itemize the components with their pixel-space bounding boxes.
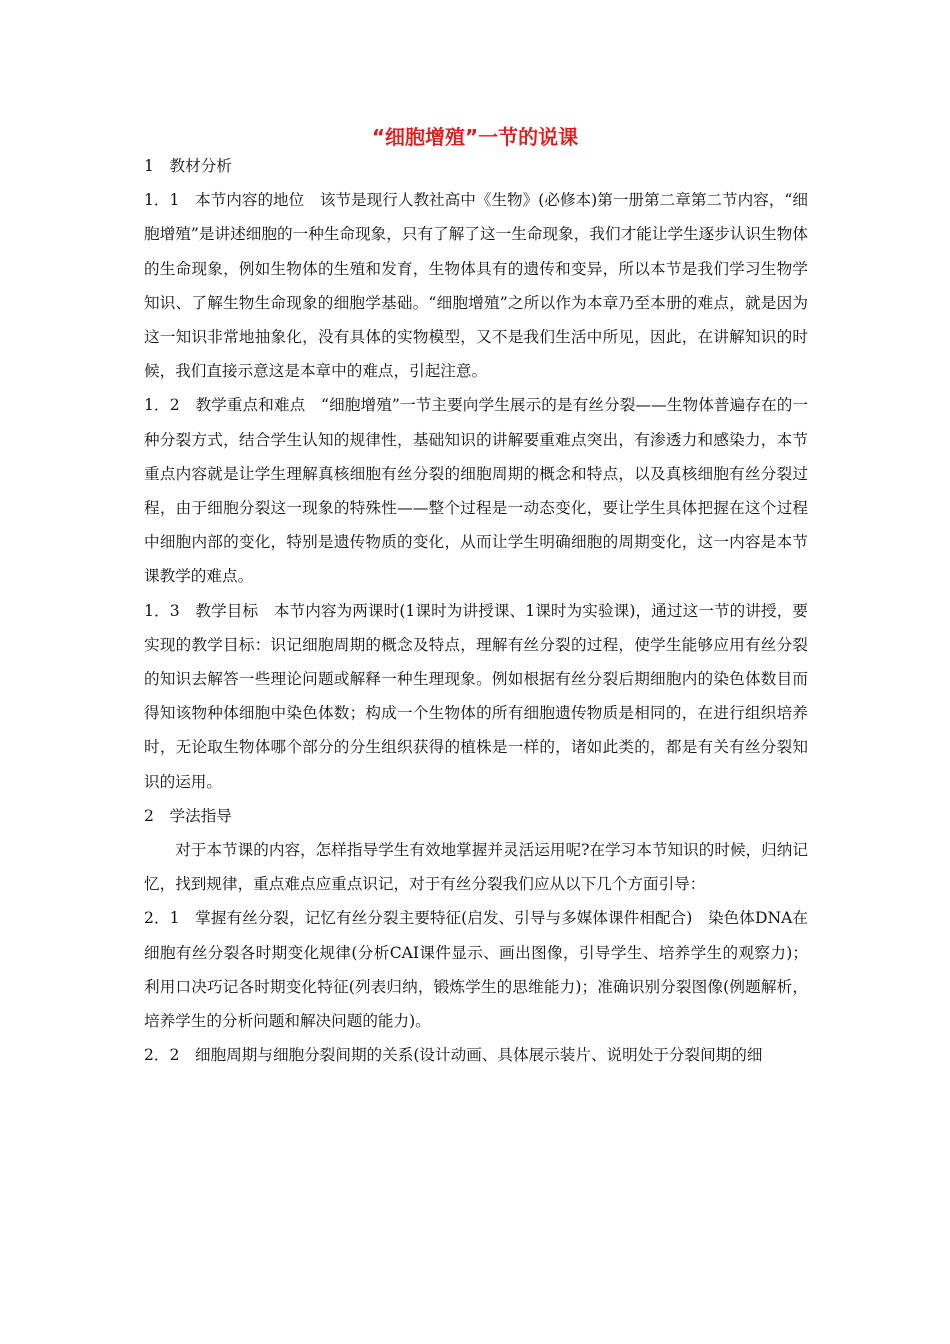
- document-title: “细胞增殖”一节的说课: [371, 125, 579, 149]
- section-heading-2: 2 学法指导: [144, 806, 232, 825]
- paragraph-2-1: 2．1 掌握有丝分裂，记忆有丝分裂主要特征(启发、引导与多媒体课件相配合) 染色体DNA在细胞有丝分裂各时期变化规律(分析CAI课件显示、画出图像，引导学生、培养学生的观察力)；利用口决巧记各时期变化特征(列表归纳，锻炼学生的思维能力)；准确识别分裂图像(例题解析，培养学生的分析问题和解决问题的能力)。: [144, 909, 808, 1031]
- section-heading-1: 1 教材分析: [144, 157, 232, 175]
- paragraph-2-2: 2．2 细胞周期与细胞分裂间期的关系(设计动画、具体展示装片、说明处于分裂间期的细: [144, 1046, 763, 1065]
- paragraph-1-1: 1．1 本节内容的地位 该节是现行人教社高中《生物》(必修本)第一册第二章第二节内容，“细胞增殖”是讲述细胞的一种生命现象，只有了解了这一生命现象，我们才能让学生逐步认识生物体的生命现象，例如生物体的生殖和发育，生物体具有的遗传和变异，所以本节是我们学习生物学知识、了解生物生命现象的细胞学基础。“细胞增殖”之所以作为本章乃至本册的难点，就是因为这一知识非常地抽象化，没有具体的实物模型，又不是我们生活中所见，因此，在讲解知识的时候，我们直接示意这是本章中的难点，引起注意。: [144, 191, 808, 381]
- document-body: [144, 149, 808, 1072]
- paragraph-1-3: 1．3 教学目标 本节内容为两课时(1课时为讲授课、1课时为实验课)，通过这一节的讲授，要实现的教学目标：识记细胞周期的概念及特点，理解有丝分裂的过程，使学生能够应用有丝分裂的知识去解答一些理论问题或解释一种生理现象。例如根据有丝分裂后期细胞内的染色体数目而得知该物种体细胞中染色体数；构成一个生物体的所有细胞遗传物质是相同的，在进行组织培养时，无论取生物体哪个部分的分生组织获得的植株是一样的，诸如此类的，都是有关有丝分裂知识的运用。: [144, 601, 808, 791]
- paragraph-2-intro: 对于本节课的内容，怎样指导学生有效地掌握并灵活运用呢?在学习本节知识的时候，归纳记忆，找到规律，重点难点应重点识记，对于有丝分裂我们应从以下几个方面引导：: [144, 841, 808, 894]
- paragraph-1-2: 1．2 教学重点和难点 “细胞增殖”一节主要向学生展示的是有丝分裂——生物体普遍存在的一种分裂方式，结合学生认知的规律性，基础知识的讲解要重难点突出，有渗透力和感染力，本节重点内容就是让学生理解真核细胞有丝分裂的细胞周期的概念和特点，以及真核细胞有丝分裂过程，由于细胞分裂这一现象的特殊性——整个过程是一动态变化，要让学生具体把握在这个过程中细胞内部的变化，特别是遗传物质的变化，从而让学生明确细胞的周期变化，这一内容是本节课教学的难点。: [144, 396, 808, 586]
